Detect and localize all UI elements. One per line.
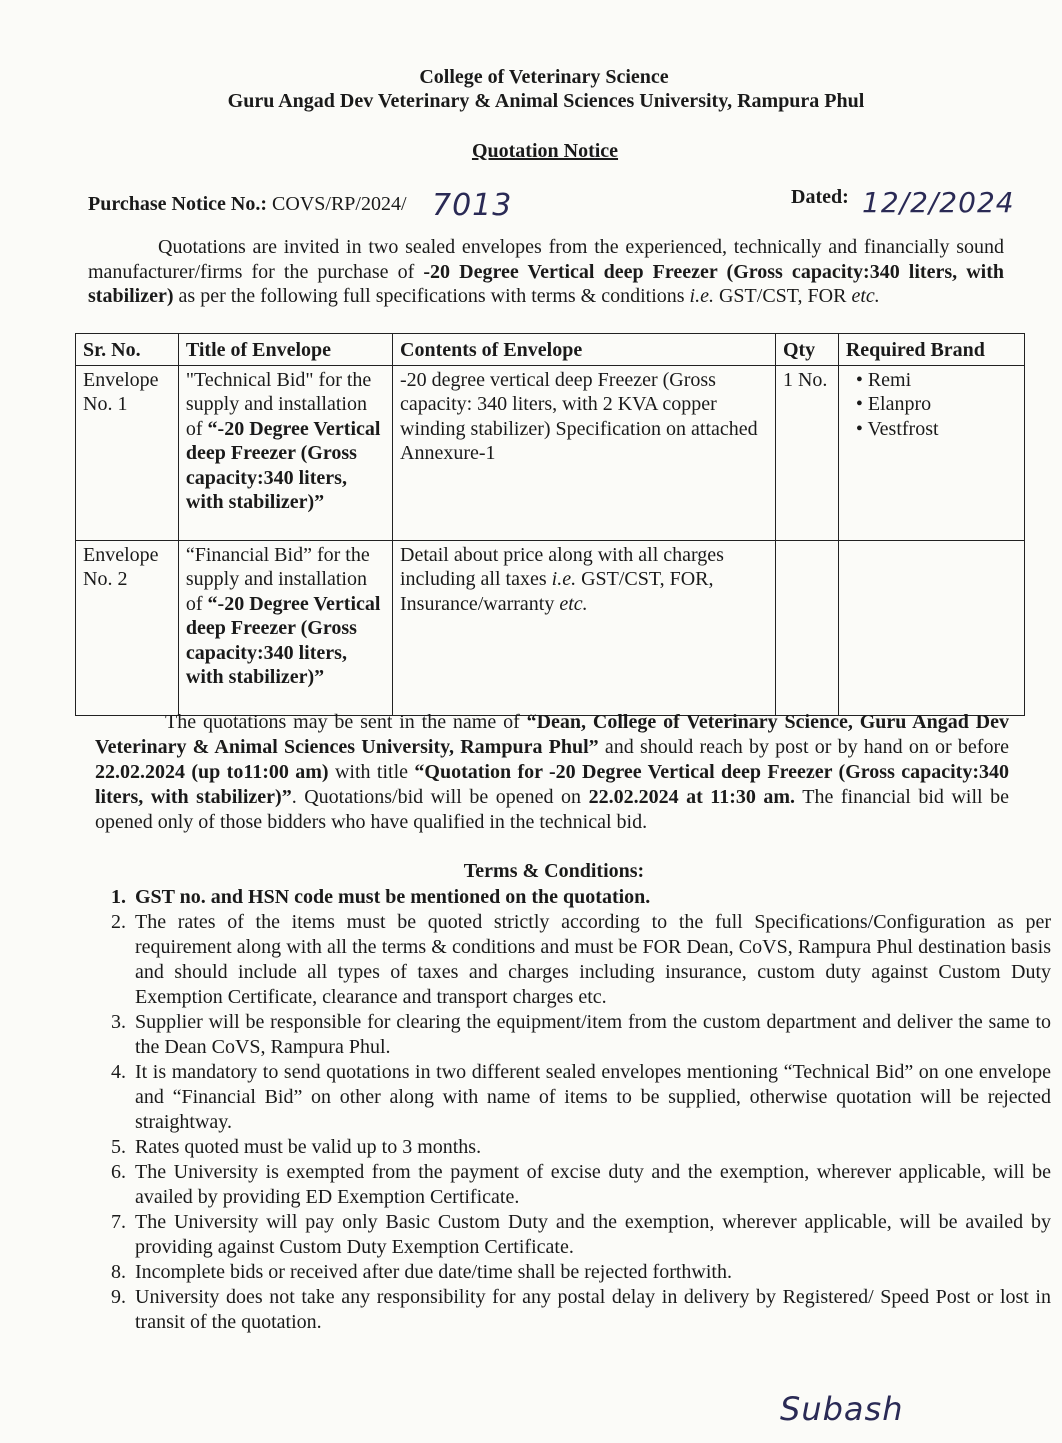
handwritten-date: 12/2/2024 xyxy=(862,186,1015,219)
header-sr-no: Sr. No. xyxy=(76,334,179,366)
submission-paragraph xyxy=(95,710,1009,835)
cell-sr-no: Envelope No. 2 xyxy=(76,540,179,715)
list-item: 5. Rates quoted must be valid up to 3 months. xyxy=(131,1135,1051,1160)
cell-contents xyxy=(393,540,776,715)
para-text: The financial bid will be opened only of those bidders who have qualified in the technical bid. xyxy=(95,786,1009,833)
contents-text: Detail about price along with all charges including all taxes xyxy=(400,543,724,590)
college-name: College of Veterinary Science xyxy=(419,66,669,88)
para-text: . Quotations/bid will be opened on xyxy=(291,786,589,808)
dated-label: Dated: xyxy=(791,186,849,208)
list-item: 7. The University will pay only Basic Custom Duty and the exemption, wherever applicable, will be availed by providing against Custom Duty Exemption Certificate. xyxy=(131,1210,1051,1260)
table-row xyxy=(76,540,1025,715)
signature: Subash xyxy=(780,1390,904,1428)
list-item: 9. University does not take any responsibility for any postal delay in delivery by Registered/ Speed Post or lost in transit of the quotation. xyxy=(131,1285,1051,1335)
intro-text-2: as per the following full specifications with terms & conditions xyxy=(173,285,690,307)
due-date: 22.02.2024 (up to11:00 am) xyxy=(95,761,329,783)
title-item-name: “-20 Degree Vertical deep Freezer (Gross capacity:340 liters, with stabilizer)” xyxy=(185,417,381,513)
envelope-title: “Quotation for -20 Degree Vertical deep Freezer (Gross capacity:340 liters, with stabilizer)” xyxy=(95,761,1009,808)
list-item: • Remi xyxy=(856,368,1017,393)
university-name: Guru Angad Dev Veterinary & Animal Sciences University, Rampura Phul xyxy=(227,90,865,112)
terms-list xyxy=(95,885,1051,1335)
terms-title: Terms & Conditions: xyxy=(463,860,645,882)
title-item-name: “-20 Degree Vertical deep Freezer (Gross capacity:340 liters, with stabilizer)” xyxy=(185,592,381,688)
addressee: “Dean, College of Veterinary Science, Guru Angad Dev Veterinary & Animal Sciences University, Rampura Phul” xyxy=(95,711,1009,758)
intro-item-name: -20 Degree Vertical deep Freezer (Gross capacity:340 liters, with stabilizer) xyxy=(88,260,1004,307)
handwritten-notice-number: 7013 xyxy=(432,188,513,223)
cell-brands xyxy=(838,365,1024,540)
header-qty: Qty xyxy=(775,334,838,366)
header-title: Title of Envelope xyxy=(178,334,392,366)
list-item: 2. The rates of the items must be quoted strictly according to the full Specifications/Configuration as per requirement along with all the terms & conditions and must be FOR Dean, CoVS, Rampura Phul destination basis and should include all types of taxes and charges including insurance, custom duty against Custom Duty Exemption Certificate, clearance and transport charges etc. xyxy=(131,910,1051,1010)
cell-contents: -20 degree vertical deep Freezer (Gross capacity: 340 liters, with 2 KVA copper winding stabilizer) Specification on attached Annexure-1 xyxy=(393,365,776,540)
list-item: • Vestfrost xyxy=(856,417,1017,442)
brand-list xyxy=(846,368,1017,442)
purchase-notice-number: COVS/RP/2024/ xyxy=(272,193,407,215)
notice-title: Quotation Notice xyxy=(471,140,619,162)
para-text: The quotations may be sent in the name of xyxy=(165,711,527,733)
cell-title xyxy=(178,540,392,715)
table-header-row xyxy=(76,334,1025,366)
list-item: 6. The University is exempted from the payment of excise duty and the exemption, wherever applicable, will be availed by providing ED Exemption Certificate. xyxy=(131,1160,1051,1210)
list-item: 1. GST no. and HSN code must be mentioned on the quotation. xyxy=(131,885,1051,910)
title-text: “Financial Bid” for the supply and installation of xyxy=(185,543,370,615)
contents-ie: i.e. xyxy=(551,568,577,590)
table-row xyxy=(76,365,1025,540)
title-text: "Technical Bid" for the supply and installation of xyxy=(185,368,372,440)
cell-sr-no: Envelope No. 1 xyxy=(76,365,179,540)
list-item: 4. It is mandatory to send quotations in two different sealed envelopes mentioning “Technical Bid” on one envelope and “Financial Bid” on other along with name of items to be supplied, otherwise quotation will be rejected straightway. xyxy=(131,1060,1051,1135)
intro-text-3: GST/CST, FOR xyxy=(713,285,852,307)
intro-text: Quotations are invited in two sealed envelopes from the experienced, technically and financially sound manufacturer/firms for the purchase of xyxy=(88,236,1004,283)
cell-title xyxy=(178,365,392,540)
intro-paragraph xyxy=(88,235,1004,309)
intro-etc: etc. xyxy=(851,285,880,307)
contents-etc: etc. xyxy=(559,592,588,615)
cell-brands xyxy=(838,540,1024,715)
intro-ie: i.e. xyxy=(689,285,714,307)
cell-qty: 1 No. xyxy=(775,365,838,540)
para-text: and should reach by post or by hand on or before xyxy=(598,736,1009,758)
header-contents: Contents of Envelope xyxy=(393,334,776,366)
para-text: with title xyxy=(328,761,415,783)
cell-qty xyxy=(775,540,838,715)
list-item: 3. Supplier will be responsible for clearing the equipment/item from the custom department and deliver the same to the Dean CoVS, Rampura Phul. xyxy=(131,1010,1051,1060)
purchase-notice-line xyxy=(88,193,407,216)
list-item: 8. Incomplete bids or received after due date/time shall be rejected forthwith. xyxy=(131,1260,1051,1285)
header-brand: Required Brand xyxy=(838,334,1024,366)
list-item: • Elanpro xyxy=(856,392,1017,417)
purchase-notice-label: Purchase Notice No.: xyxy=(88,193,268,215)
opening-date: 22.02.2024 at 11:30 am. xyxy=(588,786,796,808)
envelope-table xyxy=(75,333,1025,716)
contents-text-2: GST/CST, FOR, Insurance/warranty xyxy=(400,568,714,615)
